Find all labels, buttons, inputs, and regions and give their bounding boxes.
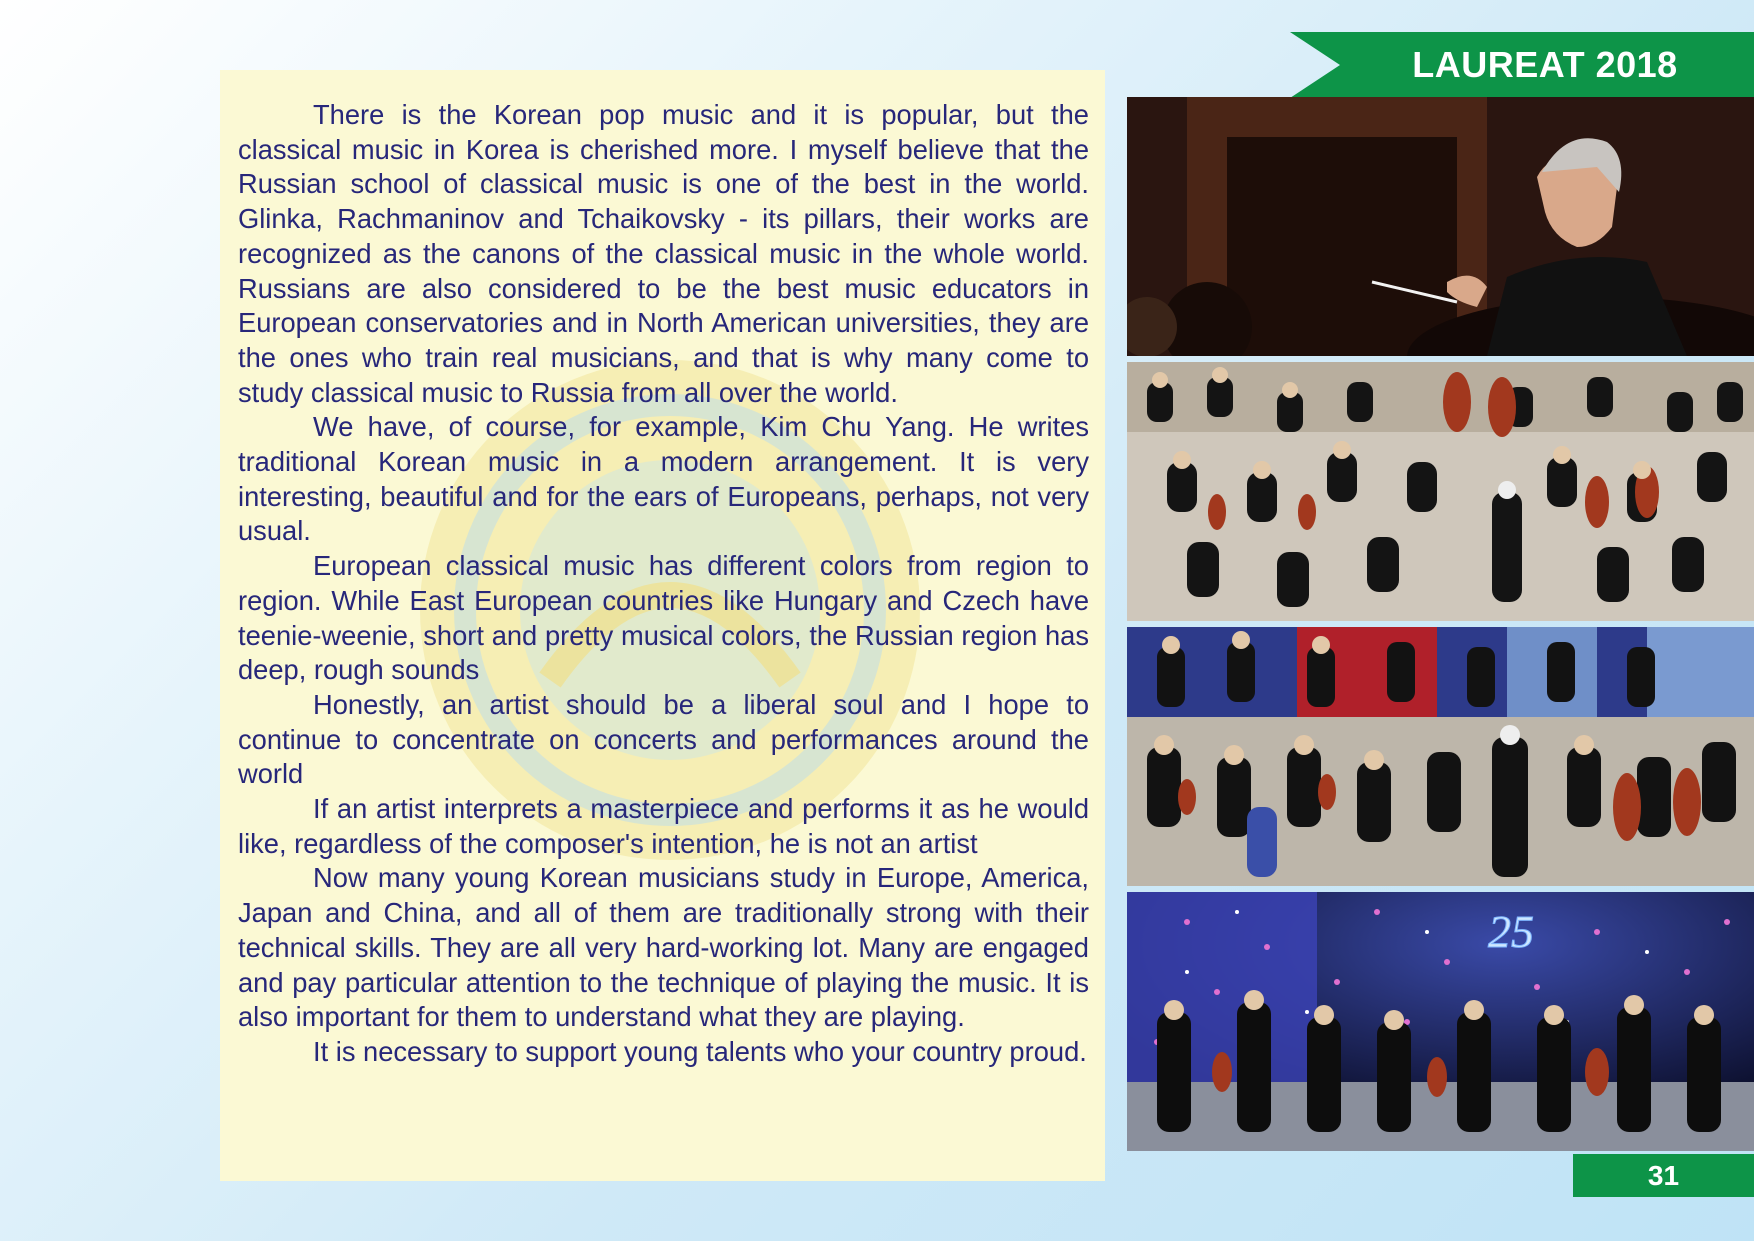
- text-panel: [220, 70, 1105, 1181]
- article-paragraph: We have, of course, for example, Kim Chu Yang. He writes traditional Korean music in a modern arrangement. It is very interesting, beautiful and for the ears of Europeans, perhaps, not very usual.: [238, 411, 1089, 547]
- article-paragraph: Honestly, an artist should be a liberal soul and I hope to continue to concentrate on concerts and performances around the world: [238, 688, 1089, 790]
- photo-confetti-finale: [1127, 892, 1754, 1151]
- page-number: 31: [1573, 1154, 1754, 1197]
- article-paragraph: Now many young Korean musicians study in Europe, America, Japan and China, and all of them are traditionally strong with their technical skills. They are all very hard-working lot. Many are engaged and pay particular attention to the technique of playing the music. It is also important for them to understand what they are playing.: [238, 862, 1089, 1033]
- page-title: LAUREAT 2018: [1412, 44, 1678, 85]
- article-body: [238, 98, 1089, 1070]
- photo-conductor-portrait: [1127, 97, 1754, 356]
- stage-sign-25: 25: [1488, 906, 1534, 957]
- photo-orchestra-stage: [1127, 627, 1754, 886]
- article-paragraph: It is necessary to support young talents who your country proud.: [313, 1035, 1087, 1067]
- article-paragraph: There is the Korean pop music and it is popular, but the classical music in Korea is cherished more. I myself believe that the Russian school of classical music is one of the best in the world. Glinka, Rachmaninov and Tchaikovsky - its pillars, their works are recognized as the canons of the classical music in the whole world. Russians are also considered to be the best music educators in European conservatories and in North American universities, they are the ones who train real musicians, and that is why many come to study classical music to Russia from all over the world.: [238, 99, 1089, 408]
- article-paragraph: European classical music has different colors from region to region. While East European countries like Hungary and Czech have teenie-weenie, short and pretty musical colors, the Russian region has deep, rough sounds: [238, 550, 1089, 686]
- photo-orchestra-overhead: [1127, 362, 1754, 621]
- article-paragraph: If an artist interprets a masterpiece and performs it as he would like, regardless of the composer's intention, he is not an artist: [238, 793, 1089, 859]
- photo-column: [1127, 97, 1754, 1157]
